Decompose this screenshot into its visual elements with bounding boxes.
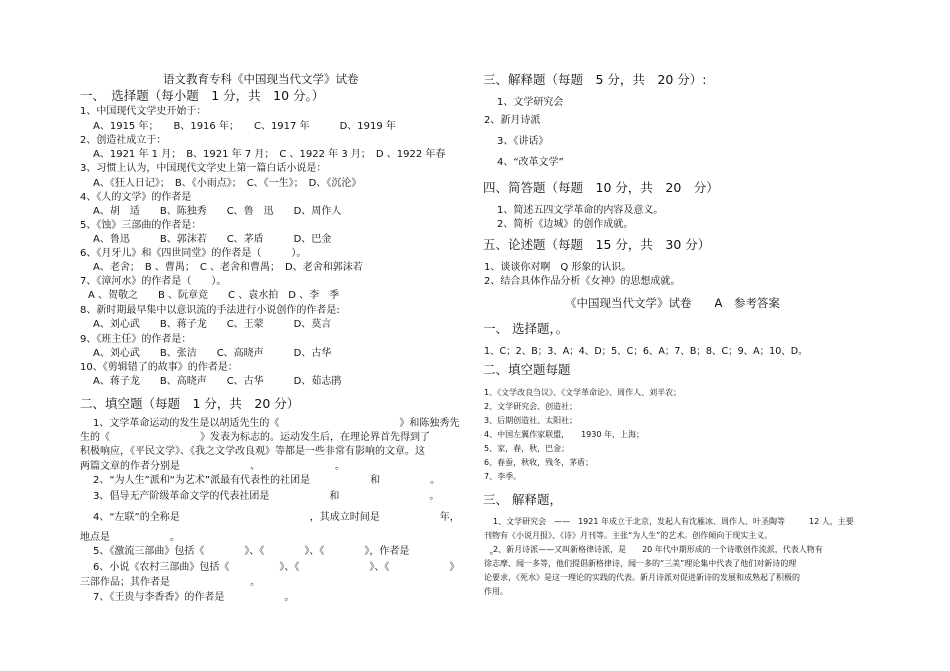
question-9: 9、《班主任》的作者是： [80,334,192,345]
answer-fill-5: 5、家，春，秋，巴金； [484,444,570,453]
answer-fill-7: 7、李季。 [484,472,522,481]
question-2: 2、创造社成立于： [80,135,167,146]
question-1-options: A、1915 年； B、1916 年； C、1917 年 D、1919 年 [93,121,396,132]
fill-6-line-1: 6、小说《农村三部曲》包括《 》、《 》、《 》 [93,562,460,573]
explain-3: 3、《讲话》 [497,136,549,147]
answer-explain-2-line-2: 徐志摩、闻一多等，他们提倡新格律诗，闻一多的“三美”理论集中代表了他们对新诗的理 [484,559,797,568]
essay-1: 1、谈谈你对啊 Q 形象的认识。 [484,262,632,273]
question-2-options: A、1921 年 1 月； B、1921 年 7 月； C 、1922 年 3 月； D 、1922 年春 [93,149,446,160]
fill-2: 2、“为人生”派和“为艺术”派最有代表性的社团是 和 。 [93,475,441,486]
answer-choice-line: 1、C；2、B；3、A；4、D；5、C；6、A；7、B；8、C；9、A；10、D。 [484,346,808,357]
fill-5: 5、《激流三部曲》包括《 》、《 》、《 》，作者是 。 [93,546,500,557]
short-answer-2: 2、简析《边城》的创作成就。 [497,219,634,230]
question-5-options: A、鲁迅 B、郭沫若 C、茅盾 D、巴金 [93,234,332,245]
short-answer-1: 1、简述五四文学革命的内容及意义。 [497,205,664,216]
question-4: 4、《人的文学》的作者是 [80,192,192,203]
section-fill-heading: 二、填空题（每题 1 分，共 20 分） [80,396,300,411]
question-9-options: A、刘心武 B、张洁 C、高晓声 D、古华 [93,348,332,359]
section-short-answer-heading: 四、简答题（每题 10 分，共 20 分） [483,180,719,195]
section-explain-heading: 三、解释题（每题 5 分，共 20 分）: [483,72,707,87]
exam-title: 语文教育专科《中国现当代文学》试卷 [163,72,359,86]
question-8: 8、新时期最早集中以意识流的手法进行小说创作的作者是: [80,305,340,316]
explain-1: 1、文学研究会 [497,97,564,108]
question-6-options: A、老舍； B 、曹禺； C 、老舍和曹禺； D、老舍和郭沫若 [93,262,363,273]
answer-explain-2-line-3: 论要求，《死水》是这一理论的实践的代表。新月诗派对促进新诗的发展和成熟起了积极的 [484,573,800,582]
question-4-options: A、胡 适 B、陈独秀 C、鲁 迅 D、周作人 [93,206,342,217]
fill-1-line-2: 生的《 》发表为标志的。运动发生后，在理论界首先得到了 [80,432,430,443]
answer-fill-1: 1、《文学改良刍议》、《文学革命论》、周作人、刘半农； [484,388,682,397]
question-5: 5、《蚀》三部曲的作者是： [80,220,202,231]
answer-explain-1-line-2: 刊物有《小说月报》、《诗》月刊等。主张“为人生”的艺术。创作倾向于现实主义。 [484,531,773,540]
question-10: 10、《剪辑错了的故事》的作者是： [80,362,238,373]
answer-key-title: 《中国现当代文学》试卷 A 参考答案 [565,296,780,310]
essay-2: 2、结合具体作品分析《女神》的思想成就。 [484,276,681,287]
question-1: 1、中国现代文学史开始于： [80,106,207,117]
answer-fill-3: 3、后期创造社、太阳社； [484,416,578,425]
question-8-options: A、刘心武 B、蒋子龙 C、王蒙 D、莫言 [93,319,332,330]
section-essay-heading: 五、论述题（每题 15 分，共 30 分） [483,237,711,252]
fill-4-line-1: 4、“左联”的全称是 ，其成立时间是 年， [93,512,460,523]
fill-1-line-4: 两篇文章的作者分别是 、 。 [80,461,345,472]
question-7: 7、《漳河水》的作者是（ ）。 [80,276,227,287]
answer-explain-2-line-1: 2、新月诗派——又叫新格律诗派，是 20 年代中期形成的一个诗歌创作流派，代表人物有 [493,545,823,554]
answer-explain-2-line-4: 作用。 [484,587,508,596]
answer-explain-heading: 三、 解释题， [483,492,562,507]
fill-3: 3、倡导无产阶级革命文学的代表社团是 和 。 [93,491,440,502]
explain-2: 2、新月诗派 [484,115,541,126]
answer-fill-6: 6、春蚕，秋收，残冬，茅盾； [484,458,594,467]
question-6: 6、《月牙儿》和《四世同堂》的作者是（ ）。 [80,248,307,259]
answer-explain-1-line-1: 1、文学研究会 —— 1921 年成立于北京，发起人有沈雁冰、周作人、叶圣陶等 12 人，主要 [493,517,854,526]
answer-choice-heading: 一、 选择题，。 [483,321,569,336]
question-3: 3、习惯上认为，中国现代文学史上第一篇白话小说是： [80,163,327,174]
fill-1-line-1: 1、文学革命运动的发生是以胡适先生的《 》和陈独秀先 [93,418,460,429]
question-7-options: A 、贺敬之 B 、阮章竞 C 、袁水拍 D 、李 季 [88,290,340,301]
answer-fill-2: 2、文学研究会、创造社； [484,402,578,411]
fill-7: 7、《王贵与李香香》的作者是 。 [93,592,295,603]
fill-1-line-3: 积极响应，《平民文学》、《我之文学改良观》等都是一些非常有影响的文章。这 [80,446,425,457]
answer-fill-heading: 二、填空题每题 [483,362,571,377]
answer-fill-4: 4、中国左翼作家联盟， 1930 年，上海； [484,430,644,439]
fill-4-line-2: 地点是 。 [80,532,180,543]
section-choice-heading: 一、 选择题（每小题 1 分，共 10 分。） [80,88,325,103]
question-10-options: A、蒋子龙 B、高晓声 C、古华 D、茹志鹃 [93,376,342,387]
question-3-options: A、《狂人日记》； B、《小雨点》； C、《一生》； D、《沉沦》 [93,178,362,189]
fill-6-line-2: 三部作品；其作者是 。 [80,577,260,588]
explain-4: 4、“改革文学” [497,157,564,168]
